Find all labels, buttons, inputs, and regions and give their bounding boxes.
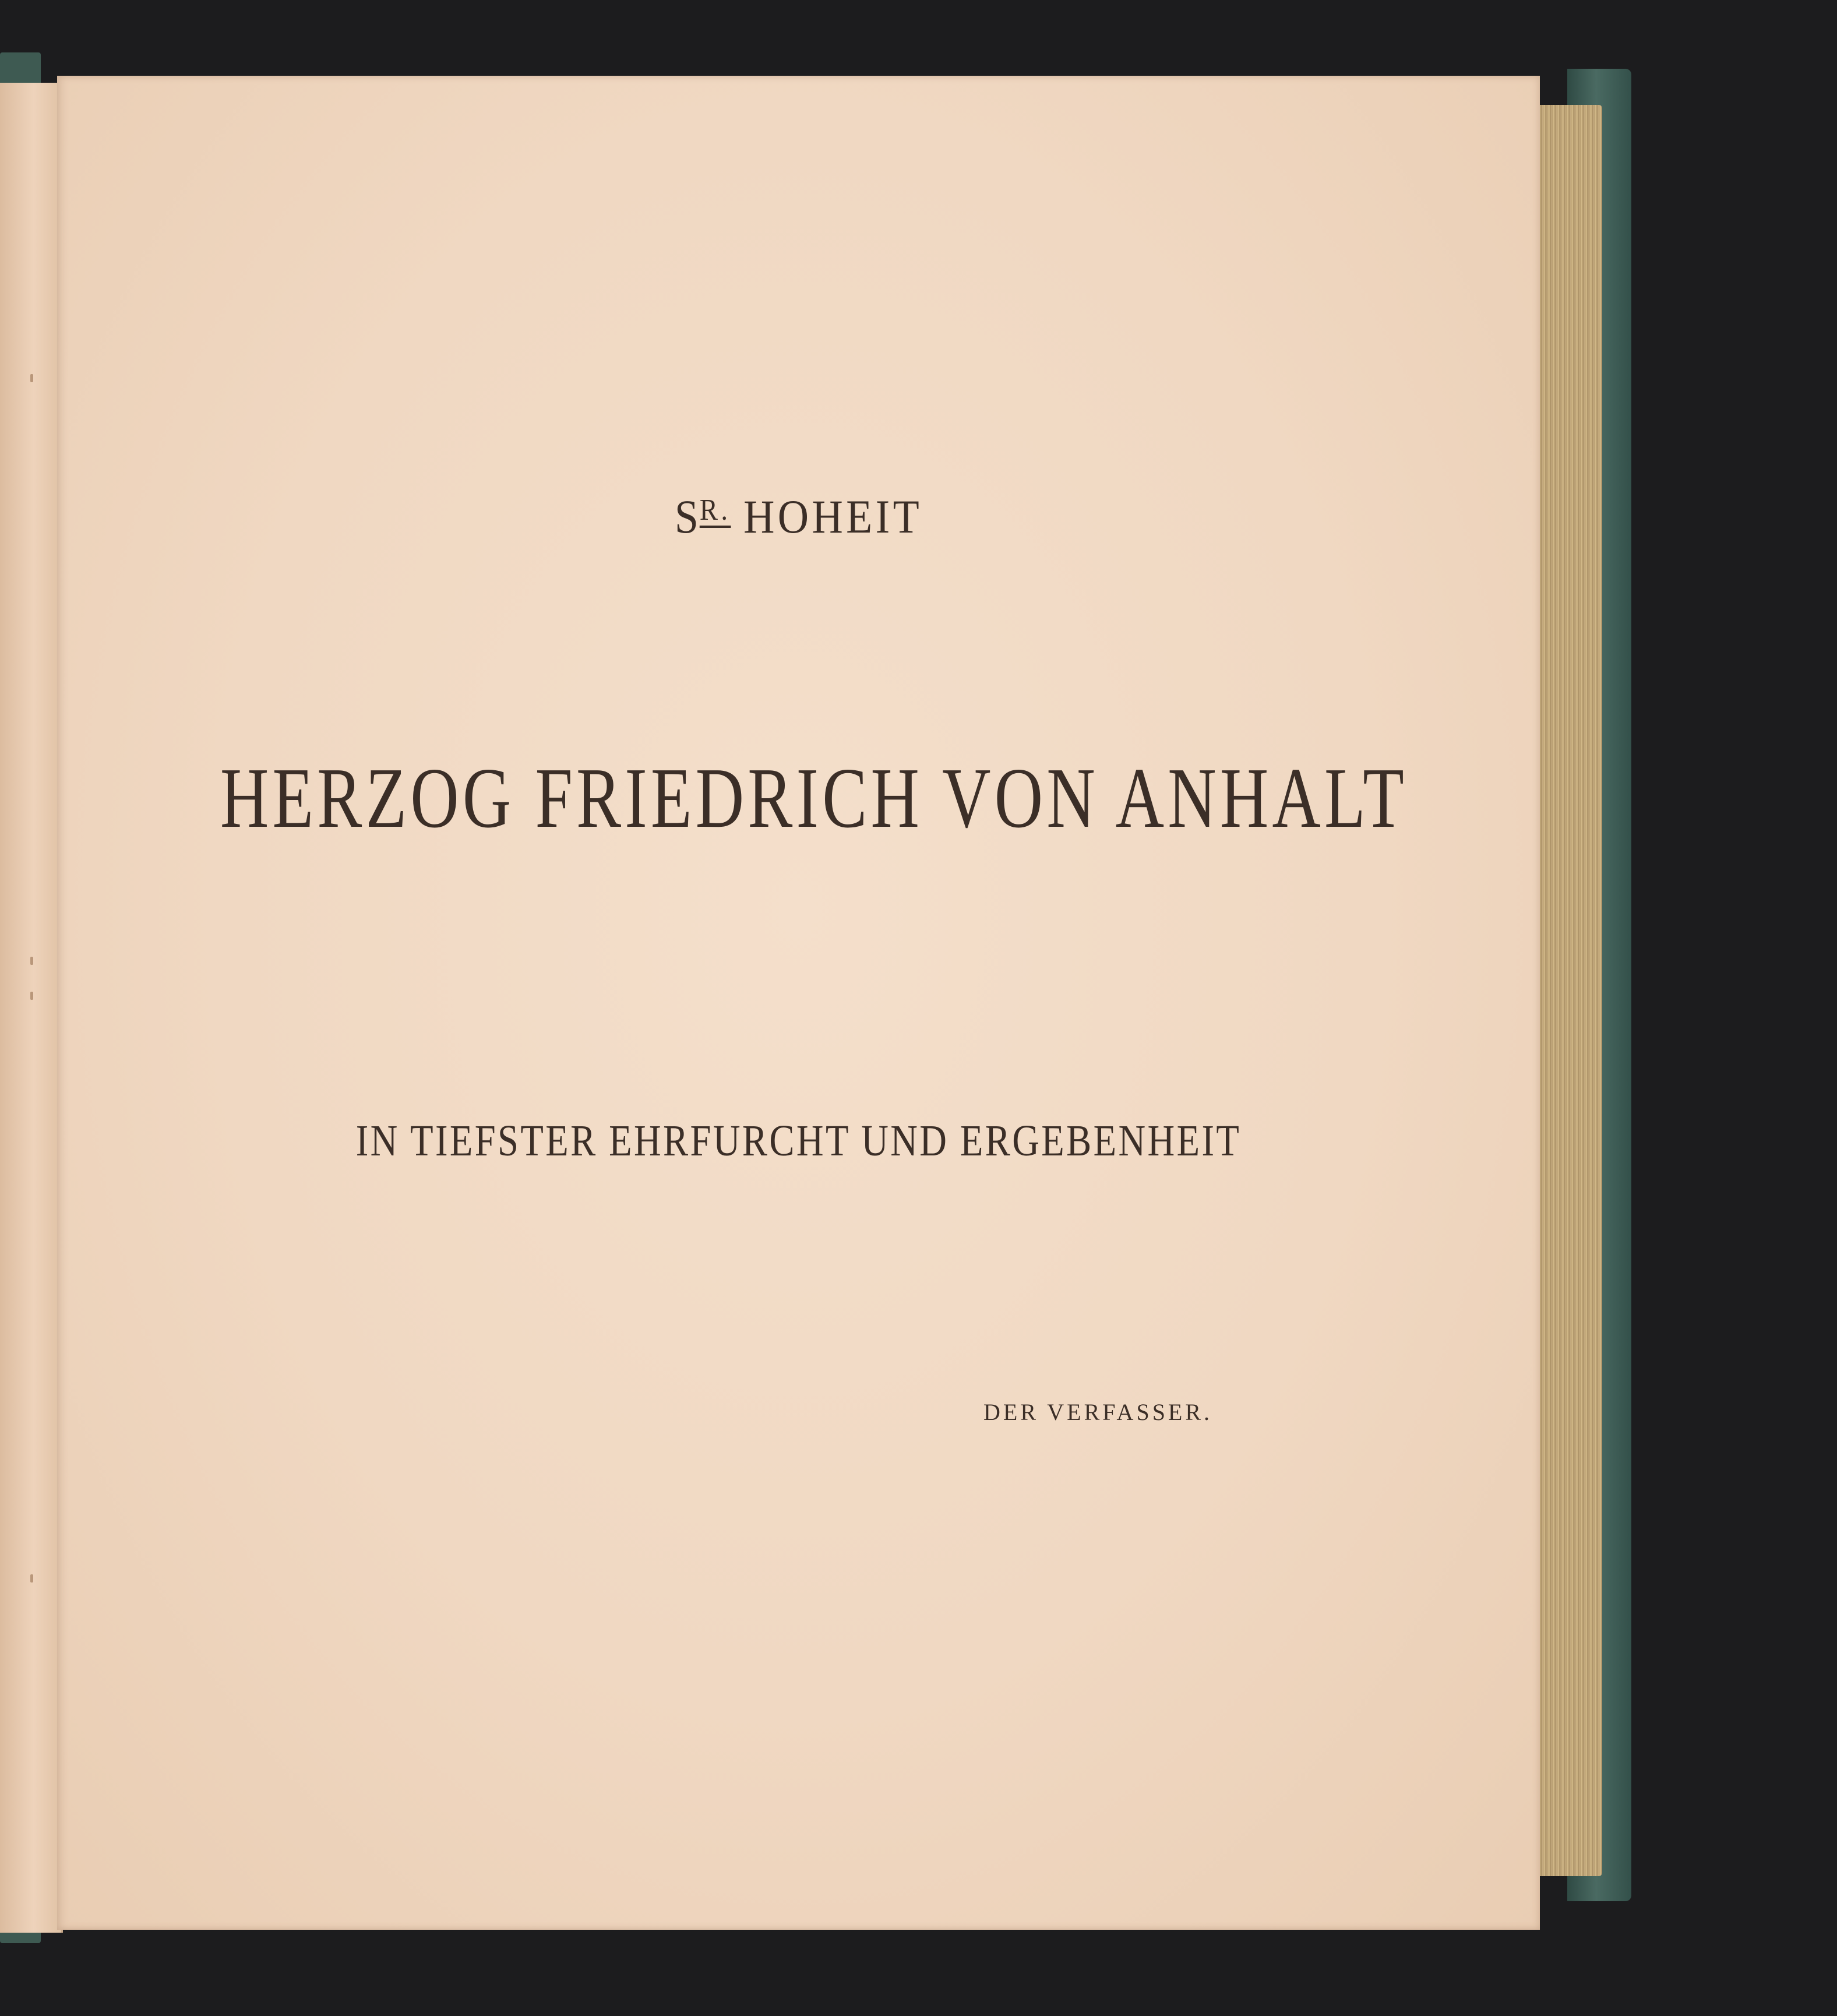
honorific-superscript: R. (699, 494, 731, 527)
dedication-text: IN TIEFSTER EHRFURCHT UND ERGEBENHEIT (355, 1116, 1242, 1165)
binding-stitch (30, 1574, 33, 1583)
author-signature: DER VERFASSER. (983, 1399, 1213, 1425)
binding-stitch (30, 957, 33, 965)
binding-stitch (30, 992, 33, 1000)
honorific-title: HOHEIT (743, 490, 923, 543)
page-block-edges (1538, 105, 1602, 1876)
dedication-page (57, 76, 1540, 1930)
left-page-sliver (0, 83, 63, 1933)
honorific-abbreviation: S (674, 490, 702, 543)
binding-stitch (30, 374, 33, 382)
dedicatee-name: HERZOG FRIEDRICH VON ANHALT (220, 750, 1408, 846)
honorific-line (131, 489, 1466, 544)
